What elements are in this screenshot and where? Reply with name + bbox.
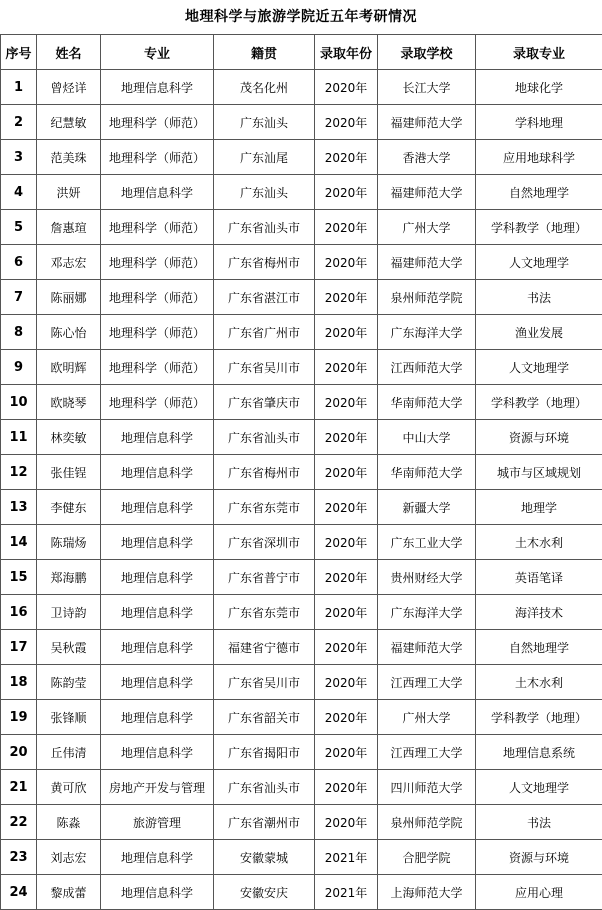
cell-hometown: 广东省汕头市	[214, 770, 315, 805]
cell-year: 2020年	[315, 385, 378, 420]
cell-hometown: 广东省吴川市	[214, 665, 315, 700]
table-row	[1, 175, 602, 210]
cell-year: 2020年	[315, 70, 378, 105]
table-row	[1, 735, 602, 770]
cell-admitted-major: 资源与环境	[476, 420, 602, 455]
table-row	[1, 70, 602, 105]
cell-school: 广东工业大学	[378, 525, 476, 560]
cell-major: 旅游管理	[101, 805, 214, 840]
cell-major: 地理信息科学	[101, 455, 214, 490]
cell-year: 2020年	[315, 770, 378, 805]
header-row	[1, 35, 602, 70]
cell-admitted-major: 海洋技术	[476, 595, 602, 630]
header-name: 姓名	[37, 35, 101, 70]
cell-year: 2020年	[315, 455, 378, 490]
cell-admitted-major: 英语笔译	[476, 560, 602, 595]
cell-hometown: 广东省梅州市	[214, 455, 315, 490]
cell-school: 新疆大学	[378, 490, 476, 525]
table-row	[1, 210, 602, 245]
cell-hometown: 广东省湛江市	[214, 280, 315, 315]
cell-name: 陈丽娜	[37, 280, 101, 315]
cell-name: 陈心怡	[37, 315, 101, 350]
cell-admitted-major: 学科教学（地理）	[476, 210, 602, 245]
header-year: 录取年份	[315, 35, 378, 70]
table-row	[1, 805, 602, 840]
cell-name: 郑海鹏	[37, 560, 101, 595]
cell-school: 长江大学	[378, 70, 476, 105]
cell-name: 林奕敏	[37, 420, 101, 455]
table-row	[1, 665, 602, 700]
cell-index: 3	[1, 140, 37, 175]
table-row	[1, 245, 602, 280]
cell-school: 江西师范大学	[378, 350, 476, 385]
cell-major: 地理科学（师范）	[101, 140, 214, 175]
cell-index: 6	[1, 245, 37, 280]
table-row	[1, 140, 602, 175]
cell-name: 刘志宏	[37, 840, 101, 875]
cell-hometown: 广东省广州市	[214, 315, 315, 350]
cell-school: 贵州财经大学	[378, 560, 476, 595]
cell-year: 2020年	[315, 175, 378, 210]
cell-school: 香港大学	[378, 140, 476, 175]
cell-year: 2020年	[315, 245, 378, 280]
header-school: 录取学校	[378, 35, 476, 70]
cell-year: 2020年	[315, 210, 378, 245]
cell-year: 2020年	[315, 525, 378, 560]
cell-hometown: 广东省东莞市	[214, 490, 315, 525]
cell-school: 华南师范大学	[378, 385, 476, 420]
cell-hometown: 茂名化州	[214, 70, 315, 105]
cell-school: 江西理工大学	[378, 665, 476, 700]
cell-index: 2	[1, 105, 37, 140]
table-row	[1, 630, 602, 665]
cell-index: 20	[1, 735, 37, 770]
cell-name: 张锋顺	[37, 700, 101, 735]
cell-admitted-major: 土木水利	[476, 665, 602, 700]
cell-hometown: 广东省梅州市	[214, 245, 315, 280]
header-hometown: 籍贯	[214, 35, 315, 70]
cell-admitted-major: 地理学	[476, 490, 602, 525]
table-row	[1, 840, 602, 875]
cell-name: 曾烃详	[37, 70, 101, 105]
cell-major: 地理信息科学	[101, 875, 214, 910]
cell-hometown: 广东省汕头市	[214, 210, 315, 245]
cell-admitted-major: 学科教学（地理）	[476, 700, 602, 735]
cell-major: 地理信息科学	[101, 840, 214, 875]
cell-name: 欧晓琴	[37, 385, 101, 420]
cell-hometown: 广东省吴川市	[214, 350, 315, 385]
page-title: 地理科学与旅游学院近五年考研情况	[185, 9, 417, 25]
table-row	[1, 875, 602, 910]
cell-school: 福建师范大学	[378, 630, 476, 665]
cell-year: 2020年	[315, 560, 378, 595]
cell-index: 1	[1, 70, 37, 105]
cell-admitted-major: 渔业发展	[476, 315, 602, 350]
cell-index: 17	[1, 630, 37, 665]
cell-school: 华南师范大学	[378, 455, 476, 490]
table-row	[1, 350, 602, 385]
cell-year: 2020年	[315, 140, 378, 175]
cell-index: 12	[1, 455, 37, 490]
cell-name: 丘伟清	[37, 735, 101, 770]
cell-hometown: 广东汕头	[214, 105, 315, 140]
cell-name: 陈淼	[37, 805, 101, 840]
cell-hometown: 广东省东莞市	[214, 595, 315, 630]
cell-admitted-major: 地球化学	[476, 70, 602, 105]
cell-name: 詹惠瑄	[37, 210, 101, 245]
cell-hometown: 广东省深圳市	[214, 525, 315, 560]
cell-index: 4	[1, 175, 37, 210]
cell-name: 欧明辉	[37, 350, 101, 385]
cell-year: 2020年	[315, 420, 378, 455]
cell-admitted-major: 应用心理	[476, 875, 602, 910]
header-major: 专业	[101, 35, 214, 70]
cell-major: 地理科学（师范）	[101, 105, 214, 140]
cell-name: 洪妍	[37, 175, 101, 210]
cell-name: 范美珠	[37, 140, 101, 175]
cell-major: 地理信息科学	[101, 70, 214, 105]
cell-major: 地理科学（师范）	[101, 280, 214, 315]
cell-index: 16	[1, 595, 37, 630]
cell-admitted-major: 书法	[476, 280, 602, 315]
cell-name: 陈瑞炀	[37, 525, 101, 560]
cell-hometown: 安徽蒙城	[214, 840, 315, 875]
cell-admitted-major: 自然地理学	[476, 175, 602, 210]
cell-admitted-major: 人文地理学	[476, 770, 602, 805]
cell-index: 21	[1, 770, 37, 805]
cell-major: 地理信息科学	[101, 665, 214, 700]
cell-major: 地理信息科学	[101, 630, 214, 665]
cell-index: 14	[1, 525, 37, 560]
cell-year: 2020年	[315, 630, 378, 665]
cell-hometown: 广东汕尾	[214, 140, 315, 175]
cell-year: 2020年	[315, 350, 378, 385]
cell-index: 9	[1, 350, 37, 385]
cell-admitted-major: 地理信息系统	[476, 735, 602, 770]
cell-major: 地理信息科学	[101, 700, 214, 735]
cell-school: 福建师范大学	[378, 105, 476, 140]
cell-school: 合肥学院	[378, 840, 476, 875]
cell-major: 地理科学（师范）	[101, 245, 214, 280]
cell-hometown: 广东省普宁市	[214, 560, 315, 595]
cell-admitted-major: 应用地球科学	[476, 140, 602, 175]
cell-index: 5	[1, 210, 37, 245]
cell-school: 广东海洋大学	[378, 315, 476, 350]
cell-year: 2020年	[315, 805, 378, 840]
cell-major: 地理信息科学	[101, 560, 214, 595]
cell-admitted-major: 自然地理学	[476, 630, 602, 665]
cell-hometown: 广东省汕头市	[214, 420, 315, 455]
cell-major: 地理科学（师范）	[101, 350, 214, 385]
cell-name: 黄可欣	[37, 770, 101, 805]
cell-index: 19	[1, 700, 37, 735]
cell-school: 福建师范大学	[378, 245, 476, 280]
cell-index: 7	[1, 280, 37, 315]
cell-major: 地理信息科学	[101, 525, 214, 560]
cell-admitted-major: 资源与环境	[476, 840, 602, 875]
header-index: 序号	[1, 35, 37, 70]
cell-major: 房地产开发与管理	[101, 770, 214, 805]
cell-school: 泉州师范学院	[378, 280, 476, 315]
cell-year: 2020年	[315, 280, 378, 315]
cell-hometown: 广东省韶关市	[214, 700, 315, 735]
cell-hometown: 广东省肇庆市	[214, 385, 315, 420]
cell-admitted-major: 人文地理学	[476, 245, 602, 280]
cell-admitted-major: 土木水利	[476, 525, 602, 560]
cell-year: 2020年	[315, 665, 378, 700]
cell-school: 江西理工大学	[378, 735, 476, 770]
cell-major: 地理信息科学	[101, 735, 214, 770]
cell-name: 黎成蕾	[37, 875, 101, 910]
cell-hometown: 广东省潮州市	[214, 805, 315, 840]
cell-major: 地理科学（师范）	[101, 385, 214, 420]
cell-year: 2021年	[315, 875, 378, 910]
cell-index: 11	[1, 420, 37, 455]
cell-school: 泉州师范学院	[378, 805, 476, 840]
table-row	[1, 385, 602, 420]
cell-major: 地理信息科学	[101, 420, 214, 455]
cell-major: 地理科学（师范）	[101, 210, 214, 245]
cell-major: 地理科学（师范）	[101, 315, 214, 350]
header-admitted-major: 录取专业	[476, 35, 602, 70]
table-row	[1, 560, 602, 595]
cell-admitted-major: 书法	[476, 805, 602, 840]
cell-admitted-major: 城市与区域规划	[476, 455, 602, 490]
cell-major: 地理信息科学	[101, 595, 214, 630]
table-row	[1, 420, 602, 455]
cell-year: 2020年	[315, 700, 378, 735]
cell-admitted-major: 学科教学（地理）	[476, 385, 602, 420]
cell-index: 10	[1, 385, 37, 420]
cell-admitted-major: 人文地理学	[476, 350, 602, 385]
cell-year: 2020年	[315, 595, 378, 630]
cell-school: 福建师范大学	[378, 175, 476, 210]
cell-name: 吴秋霞	[37, 630, 101, 665]
cell-index: 22	[1, 805, 37, 840]
cell-school: 广州大学	[378, 210, 476, 245]
table-row	[1, 105, 602, 140]
cell-name: 卫诗韵	[37, 595, 101, 630]
cell-hometown: 广东省揭阳市	[214, 735, 315, 770]
cell-index: 8	[1, 315, 37, 350]
cell-index: 24	[1, 875, 37, 910]
cell-hometown: 广东汕头	[214, 175, 315, 210]
cell-school: 上海师范大学	[378, 875, 476, 910]
cell-school: 四川师范大学	[378, 770, 476, 805]
cell-index: 23	[1, 840, 37, 875]
cell-name: 李健东	[37, 490, 101, 525]
cell-name: 纪慧敏	[37, 105, 101, 140]
cell-year: 2020年	[315, 490, 378, 525]
cell-school: 中山大学	[378, 420, 476, 455]
cell-school: 广州大学	[378, 700, 476, 735]
cell-index: 13	[1, 490, 37, 525]
cell-index: 18	[1, 665, 37, 700]
table-row	[1, 595, 602, 630]
table-row	[1, 700, 602, 735]
cell-name: 陈韵莹	[37, 665, 101, 700]
cell-major: 地理信息科学	[101, 175, 214, 210]
table-row	[1, 525, 602, 560]
cell-year: 2020年	[315, 105, 378, 140]
cell-year: 2021年	[315, 840, 378, 875]
table-row	[1, 455, 602, 490]
table-row	[1, 770, 602, 805]
cell-hometown: 安徽安庆	[214, 875, 315, 910]
table-row	[1, 315, 602, 350]
cell-year: 2020年	[315, 315, 378, 350]
cell-major: 地理信息科学	[101, 490, 214, 525]
cell-index: 15	[1, 560, 37, 595]
table-row	[1, 280, 602, 315]
cell-hometown: 福建省宁德市	[214, 630, 315, 665]
cell-school: 广东海洋大学	[378, 595, 476, 630]
cell-admitted-major: 学科地理	[476, 105, 602, 140]
admissions-table	[0, 34, 602, 910]
cell-year: 2020年	[315, 735, 378, 770]
table-row	[1, 490, 602, 525]
cell-name: 邓志宏	[37, 245, 101, 280]
cell-name: 张佳锃	[37, 455, 101, 490]
